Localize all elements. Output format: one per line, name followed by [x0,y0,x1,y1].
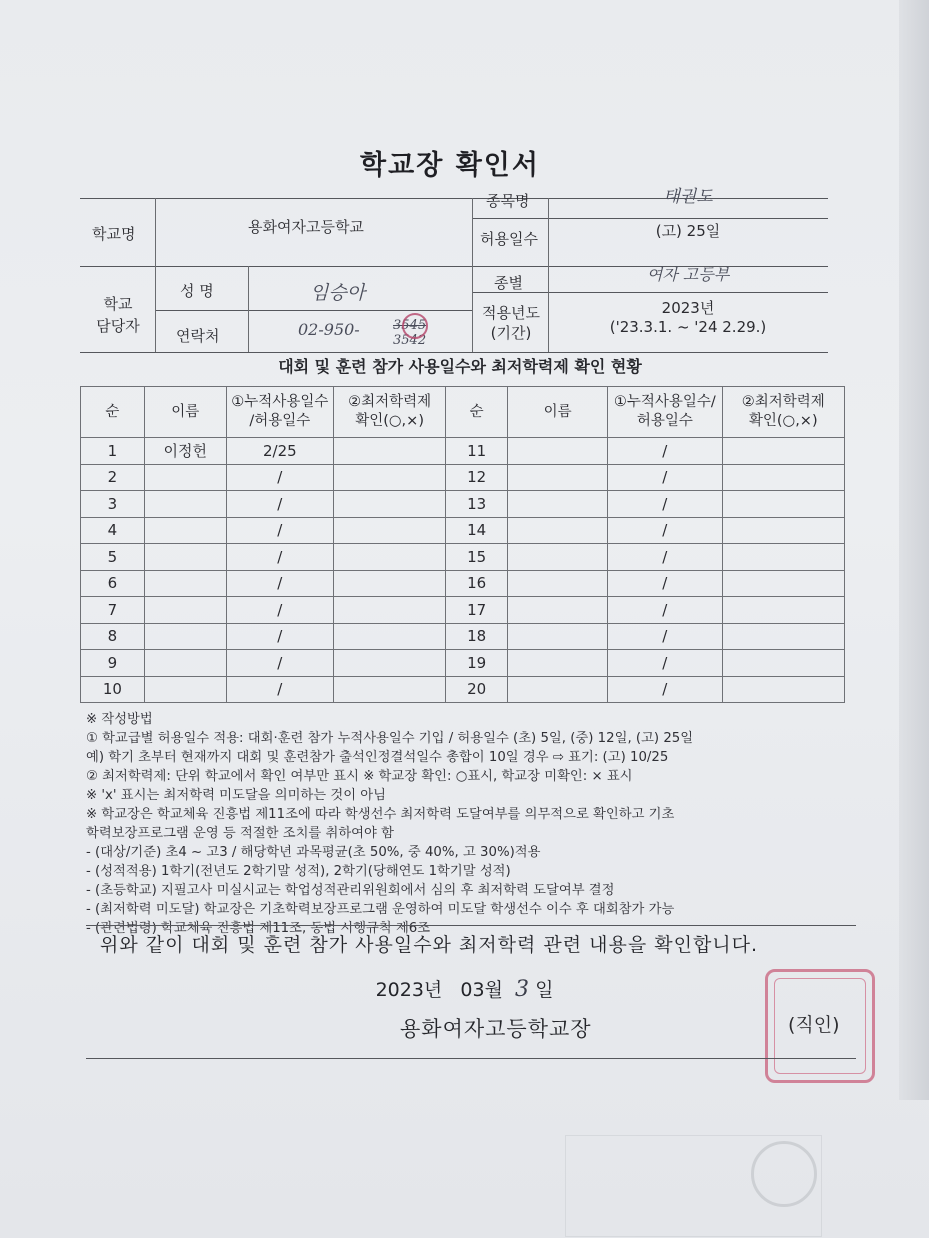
header-rule-bottom [80,352,828,353]
student-name [144,517,226,544]
faded-stamp [565,1135,822,1237]
note-line: ※ 학교장은 학교체육 진흥법 제11조에 따라 학생선수 최저학력 도달여부를 의무적으로 확인하고 기초 [86,807,675,822]
cumulative-days: / [608,491,722,518]
row-number: 5 [81,544,145,571]
row-number: 10 [81,676,145,703]
min-score-check [333,491,445,518]
row-number: 18 [446,623,508,650]
cumulative-days: / [608,676,722,703]
status-table-title: 대회 및 훈련 참가 사용일수와 최저학력제 확인 현황 [278,357,642,376]
student-name [507,517,607,544]
row-number: 8 [81,623,145,650]
table-body [81,438,845,703]
min-score-check [722,623,845,650]
col-header-name-2: 이름 [507,387,607,438]
min-score-check [722,570,845,597]
year-label: 적용년도 (기간) [482,304,540,342]
row-number: 9 [81,650,145,677]
student-name [507,464,607,491]
student-name [144,623,226,650]
note-line: - (최저학력 미도달) 학교장은 기초학력보장프로그램 운영하여 미도달 학생선수 이수 후 대회참가 가능 [86,902,675,917]
instructions [86,710,856,938]
cumulative-days: / [226,597,333,624]
allowed-days-value: (고) 25일 [655,222,721,240]
min-score-check [333,650,445,677]
cumulative-days: / [226,544,333,571]
note-line: ② 최저학력제: 단위 학교에서 확인 여부만 표시 ※ 학교장 확인: ○표시, 학교장 미확인: × 표시 [86,769,633,784]
date-day-unit: 일 [535,979,554,1001]
row-number: 20 [446,676,508,703]
cumulative-days: / [608,517,722,544]
note-line: 학력보장프로그램 운영 등 적절한 조치를 취하여야 함 [86,826,394,841]
year-value: 2023년 [661,299,715,317]
row-number: 2 [81,464,145,491]
row-number: 13 [446,491,508,518]
student-name [144,464,226,491]
header-rule-4 [155,310,472,311]
contact-label: 연락처 [176,327,220,345]
student-name [144,544,226,571]
table-row [81,491,845,518]
row-number: 19 [446,650,508,677]
document-title: 학교장 확인서 [360,150,540,181]
cumulative-days: 2/25 [226,438,333,465]
min-score-check [722,438,845,465]
note-line: - (대상/기준) 초4 ~ 고3 / 해당학년 과목평균(초 50%, 중 40%, 고 30%)적용 [86,845,541,860]
student-name [144,650,226,677]
row-number: 14 [446,517,508,544]
student-name [144,491,226,518]
row-number: 4 [81,517,145,544]
cumulative-days: / [608,650,722,677]
min-score-check [333,676,445,703]
cumulative-days: / [226,464,333,491]
table-row [81,570,845,597]
note-line: - (초등학교) 지필고사 미실시교는 학업성적관리위원회에서 심의 후 최저학력 도달여부 결정 [86,883,615,898]
cumulative-days: / [608,544,722,571]
school-name-label: 학교명 [92,225,136,243]
note-line: ① 학교급별 허용일수 적용: 대회·훈련 참가 누적사용일수 기입 / 허용일수 (초) 5일, (중) 12일, (고) 25일 [86,731,694,746]
col-header-name: 이름 [144,387,226,438]
student-name [507,544,607,571]
student-name [507,597,607,624]
student-name [507,676,607,703]
cumulative-days: / [226,570,333,597]
student-name [507,623,607,650]
date-year: 2023년 [375,979,443,1001]
date-month: 03월 [460,979,503,1001]
row-number: 11 [446,438,508,465]
note-line: ※ 'x' 표시는 최저학력 미도달을 의미하는 것이 아님 [86,788,386,803]
min-score-check [333,517,445,544]
allowed-days-label: 허용일수 [480,230,538,248]
table-row [81,623,845,650]
notes-rule [86,925,856,926]
min-score-check [722,491,845,518]
table-row [81,597,845,624]
cumulative-days: / [608,623,722,650]
student-name [507,570,607,597]
min-score-check [333,623,445,650]
header-rule-3 [472,292,828,293]
min-score-check [333,464,445,491]
category-value: 여자 고등부 [646,265,730,284]
bottom-rule [86,1058,856,1059]
row-number: 3 [81,491,145,518]
date-day: 3 [515,977,530,1002]
category-label: 종별 [494,274,523,292]
row-number: 1 [81,438,145,465]
name-label: 성 명 [180,282,214,300]
page-edge [899,0,929,1100]
row-number: 16 [446,570,508,597]
min-score-check [333,544,445,571]
row-number: 17 [446,597,508,624]
student-name [507,650,607,677]
cumulative-days: / [226,650,333,677]
school-name-value: 용화여자고등학교 [248,218,364,236]
header-col-1 [155,198,156,352]
min-score-check [722,650,845,677]
student-name [144,597,226,624]
table-row [81,650,845,677]
cumulative-days: / [226,676,333,703]
correction-stamp [402,313,428,339]
col-header-days: ①누적사용일수 /허용일수 [226,387,333,438]
table-row [81,544,845,571]
col-header-min-score: ②최저학력제 확인(○,×) [333,387,445,438]
seal-label: (직인) [788,1014,840,1036]
cumulative-days: / [608,597,722,624]
period-value: ('23.3.1. ~ '24 2.29.) [609,318,767,336]
col-header-days-2: ①누적사용일수/ 허용일수 [608,387,722,438]
status-table [80,386,845,703]
note-line: ※ 작성방법 [86,712,153,727]
cumulative-days: / [608,570,722,597]
min-score-check [722,544,845,571]
col-header-no-2: 순 [446,387,508,438]
header-col-3 [472,198,473,352]
cumulative-days: / [608,464,722,491]
row-number: 15 [446,544,508,571]
contact-correction: 3542 [393,333,427,348]
table-row [81,676,845,703]
min-score-check [722,597,845,624]
cumulative-days: / [226,491,333,518]
student-name: 이정헌 [144,438,226,465]
min-score-check [333,597,445,624]
cumulative-days: / [226,623,333,650]
cumulative-days: / [608,438,722,465]
cumulative-days: / [226,517,333,544]
contact-strikethrough: 3545 [393,318,427,333]
contact-value: 02-950- [298,320,360,339]
note-line: - (성적적용) 1학기(전년도 2학기말 성적), 2학기(당해연도 1학기말 성적) [86,864,511,879]
note-line: 예) 학기 초부터 현재까지 대회 및 훈련참가 출석인정결석일수 총합이 10일 경우 ⇨ 표기: (고) 10/25 [86,750,669,765]
min-score-check [722,517,845,544]
table-row [81,438,845,465]
table-header-row [81,387,845,438]
min-score-check [722,676,845,703]
note-line: - (관련법령) 학교체육 진흥법 제11조, 동법 시행규칙 제6조 [86,921,431,936]
sport-value: 태권도 [663,187,713,207]
manager-label: 학교 담당자 [96,295,140,335]
row-number: 12 [446,464,508,491]
min-score-check [722,464,845,491]
min-score-check [333,438,445,465]
student-name [507,438,607,465]
name-value: 임승아 [310,282,366,304]
header-rule-1 [472,218,828,219]
confirmation-text: 위와 같이 대회 및 훈련 참가 사용일수와 최저학력 관련 내용을 확인합니다. [100,934,759,956]
sport-label: 종목명 [486,192,530,210]
principal-name: 용화여자고등학교장 [400,1017,592,1041]
table-row [81,517,845,544]
col-header-no: 순 [81,387,145,438]
student-name [507,491,607,518]
student-name [144,570,226,597]
row-number: 6 [81,570,145,597]
student-name [144,676,226,703]
min-score-check [333,570,445,597]
table-row [81,464,845,491]
col-header-min-score-2: ②최저학력제 확인(○,×) [722,387,845,438]
header-col-2 [248,266,249,352]
row-number: 7 [81,597,145,624]
